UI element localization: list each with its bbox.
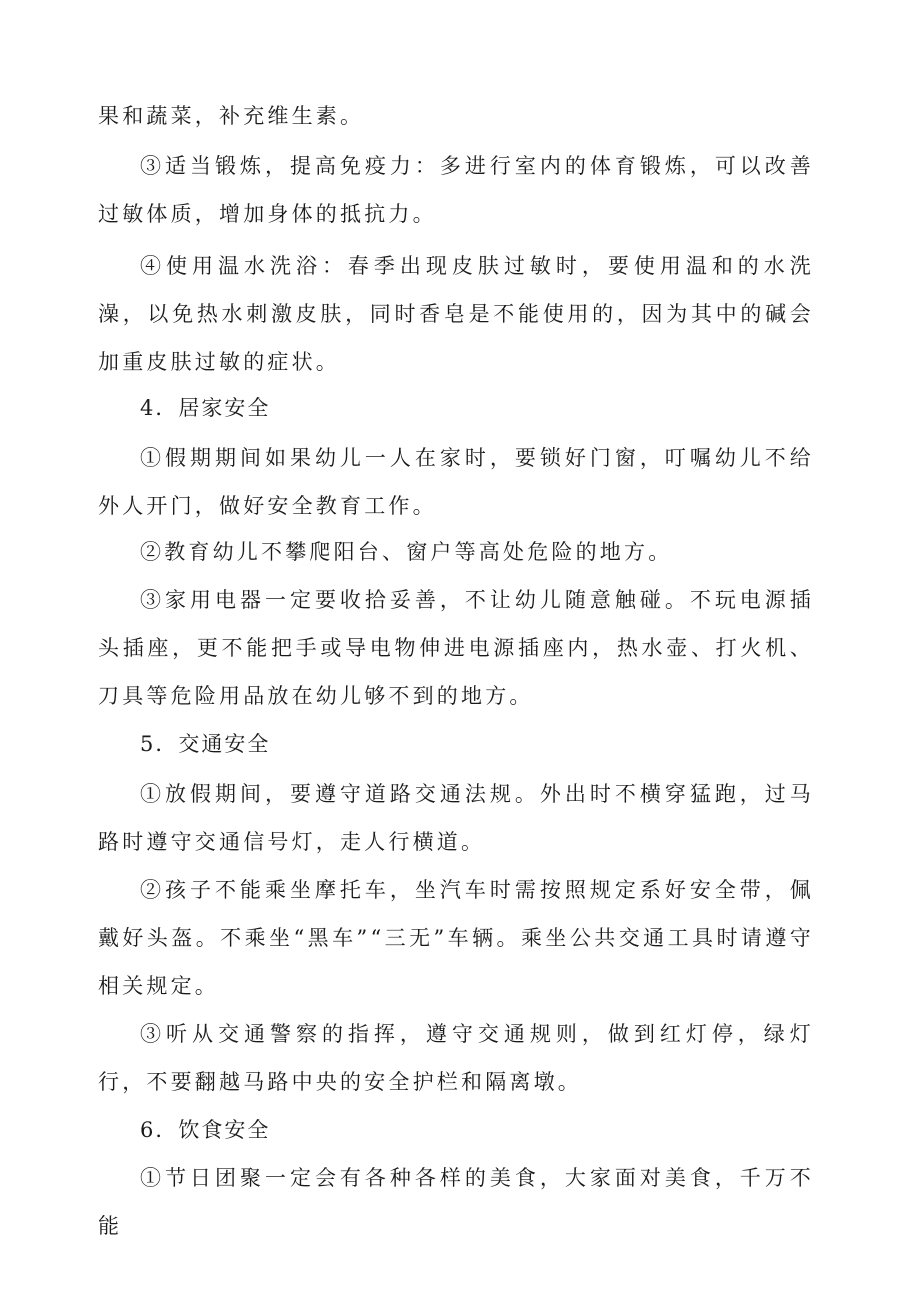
section-heading-home-safety: 4．居家安全: [140, 396, 271, 420]
paragraph-traffic-police: ③听从交通警察的指挥，遵守交通规则，做到红灯停，绿灯行，不要翻越马路中央的安全护栏和隔离墩。: [98, 1022, 814, 1094]
section-heading-food-safety: 6．饮食安全: [140, 1118, 271, 1142]
paragraph-traffic-rules: ①放假期间，要遵守道路交通法规。外出时不横穿猛跑，过马路时遵守交通信号灯，走人行横道。: [98, 782, 814, 854]
paragraph-warm-bath: ④使用温水洗浴：春季出现皮肤过敏时，要使用温和的水洗澡，以免热水刺激皮肤，同时香皂是不能使用的，因为其中的碱会加重皮肤过敏的症状。: [98, 254, 814, 374]
paragraph-appliances: ③家用电器一定要收拾妥善，不让幼儿随意触碰。不玩电源插头插座，更不能把手或导电物伸进电源插座内，热水壶、打火机、刀具等危险用品放在幼儿够不到的地方。: [98, 588, 814, 708]
paragraph-exercise: ③适当锻炼，提高免疫力：多进行室内的体育锻炼，可以改善过敏体质，增加身体的抵抗力。: [98, 154, 814, 226]
paragraph-holiday-food: ①节日团聚一定会有各种各样的美食，大家面对美食，千万不能: [98, 1166, 814, 1238]
paragraph-climbing: ②教育幼儿不攀爬阳台、窗户等高处危险的地方。: [140, 540, 673, 564]
paragraph-vehicles: ②孩子不能乘坐摩托车，坐汽车时需按照规定系好安全带，佩戴好头盔。不乘坐“黑车”“三无”车辆。乘坐公共交通工具时请遵守相关规定。: [98, 878, 814, 998]
section-heading-traffic-safety: 5．交通安全: [140, 732, 271, 756]
paragraph-home-alone: ①假期期间如果幼儿一人在家时，要锁好门窗，叮嘱幼儿不给外人开门，做好安全教育工作。: [98, 446, 814, 518]
paragraph-continuation: 果和蔬菜，补充维生素。: [98, 104, 365, 128]
